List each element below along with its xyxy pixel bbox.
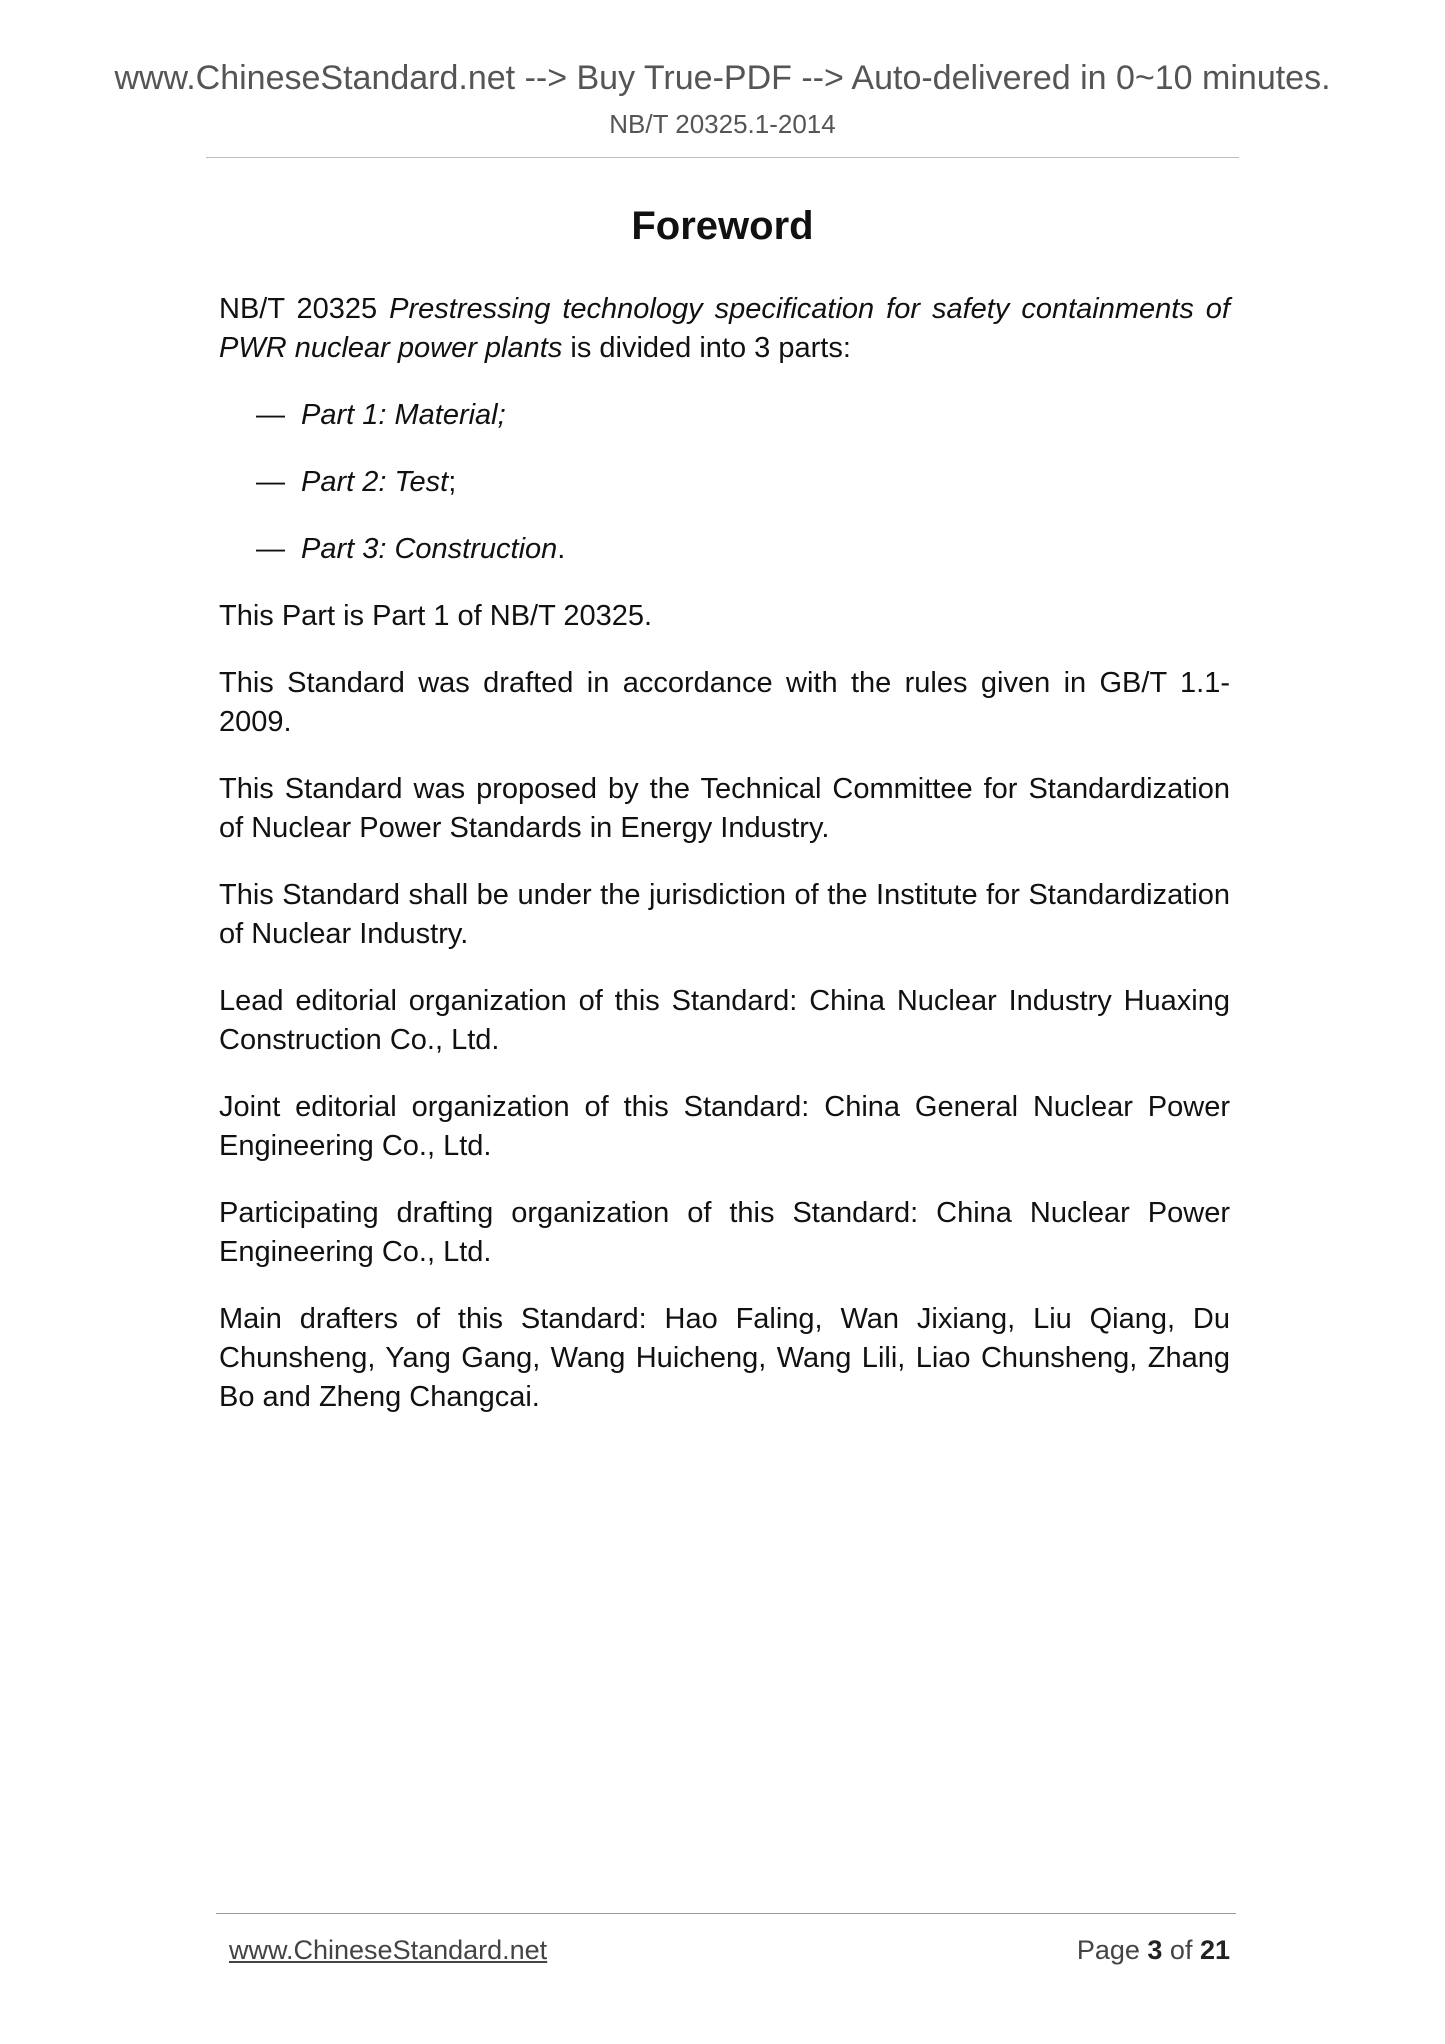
list-item (256, 530, 1230, 569)
footer-divider (216, 1913, 1236, 1914)
page-of: of (1162, 1935, 1200, 1965)
lead-editorial-org: Lead editorial organization of this Standard: China Nuclear Industry Huaxing Construction Co., Ltd. (219, 985, 1230, 1056)
intro-prefix: NB/T 20325 (219, 293, 390, 325)
participating-org: Participating drafting organization of this Standard: China Nuclear Power Engineering Co., Ltd. (219, 1197, 1230, 1268)
page-current: 3 (1147, 1935, 1163, 1965)
standard-title: Prestressing technology specification for safety containments of PWR nuclear power plants (219, 293, 1230, 364)
jurisdiction: This Standard shall be under the jurisdiction of the Institute for Standardization of Nuclear Industry. (219, 879, 1230, 950)
part-label: Part 3: Construction (301, 533, 558, 565)
intro-suffix: is divided into 3 parts: (562, 332, 851, 364)
parts-list (219, 396, 1230, 569)
joint-editorial-org: Joint editorial organization of this Standard: China General Nuclear Power Engineering Co., Ltd. (219, 1091, 1230, 1162)
page-number (1077, 1933, 1230, 1967)
dash-bullet: — (256, 533, 285, 565)
dash-bullet: — (256, 466, 285, 498)
list-item (256, 463, 1230, 502)
part-statement: This Part is Part 1 of NB/T 20325. (219, 600, 653, 632)
site-banner: www.ChineseStandard.net --> Buy True-PDF --> Auto-delivered in 0~10 minutes. (114, 59, 1331, 97)
document-code: NB/T 20325.1-2014 (609, 109, 836, 139)
page-total: 21 (1199, 1935, 1230, 1965)
part-label: Part 2: Test (301, 466, 449, 498)
header-divider (206, 157, 1239, 158)
dash-bullet: — (256, 399, 285, 431)
page-label: Page (1076, 1935, 1148, 1965)
page-title: Foreword (631, 204, 814, 248)
list-item (256, 396, 1230, 435)
intro-paragraph (219, 290, 1230, 368)
main-drafters: Main drafters of this Standard: Hao Faling, Wan Jixiang, Liu Qiang, Du Chunsheng, Yang Gang, Wang Huicheng, Wang Lili, Liao Chunsheng, Zhang Bo and Zheng Changcai. (219, 1303, 1230, 1413)
footer-website-link[interactable]: www.ChineseStandard.net (229, 1935, 548, 1965)
drafting-rules: This Standard was drafted in accordance with the rules given in GB/T 1.1-2009. (219, 667, 1230, 738)
part-tail: ; (448, 466, 457, 498)
foreword-body (219, 290, 1230, 1445)
part-label: Part 1: Material; (301, 399, 506, 431)
proposed-by: This Standard was proposed by the Technical Committee for Standardization of Nuclear Power Standards in Energy Industry. (219, 773, 1230, 844)
part-tail: . (557, 533, 566, 565)
